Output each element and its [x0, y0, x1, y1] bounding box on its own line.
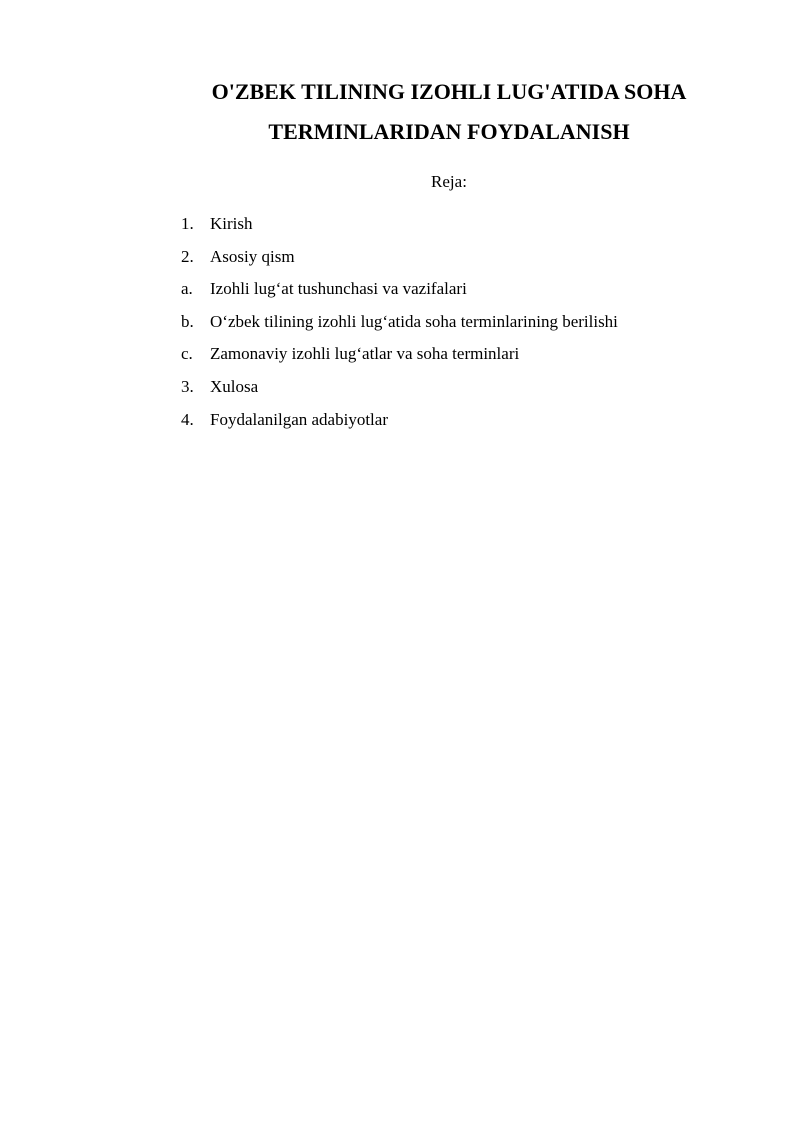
plan-item-text: Foydalanilgan adabiyotlar: [210, 409, 388, 429]
plan-item-marker: b.: [181, 311, 194, 331]
plan-item-text: Kirish: [210, 214, 253, 233]
plan-item-marker: 4.: [181, 409, 194, 429]
plan-item-marker: 2.: [181, 246, 194, 266]
plan-item-text: O‘zbek tilining izohli lug‘atida soha terminlarining berilishi: [210, 311, 618, 331]
plan-item-text: Izohli lug‘at tushunchasi va vazifalari: [210, 279, 467, 299]
plan-subitem-c: [181, 342, 618, 375]
plan-list: [181, 212, 618, 440]
plan-subitem-b: [181, 310, 618, 343]
plan-item-text: Zamonaviy izohli lug‘atlar va soha terminlari: [210, 344, 520, 364]
plan-item-kirish: [181, 212, 618, 245]
plan-item-adabiyotlar: [181, 408, 618, 441]
document-title-line-2: TERMINLARIDAN FOYDALANISH: [268, 119, 630, 144]
plan-item-marker: c.: [181, 344, 193, 364]
plan-item-text: Xulosa: [210, 376, 259, 396]
plan-heading: Reja:: [431, 172, 467, 191]
plan-item-text: Asosiy qism: [210, 246, 295, 266]
plan-item-asosiy-qism: [181, 245, 618, 278]
document-title: [150, 72, 748, 152]
plan-item-marker: a.: [181, 279, 193, 299]
plan-item-marker: 3.: [181, 376, 194, 396]
plan-item-xulosa: [181, 375, 618, 408]
plan-item-marker: 1.: [181, 214, 194, 233]
plan-subitem-a: [181, 277, 618, 310]
document-title-line-1: O'ZBEK TILINING IZOHLI LUG'ATIDA SOHA: [211, 79, 687, 104]
